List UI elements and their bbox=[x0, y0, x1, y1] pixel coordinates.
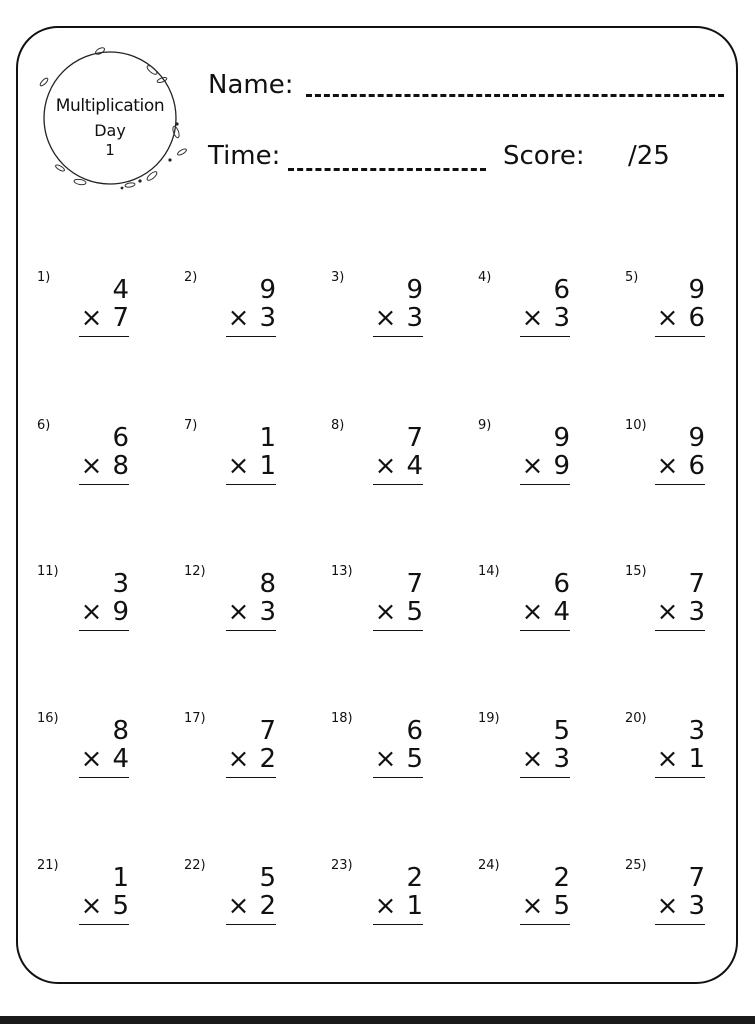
times-sign: × bbox=[374, 597, 397, 627]
multiplier: 8 bbox=[112, 451, 129, 481]
times-sign: × bbox=[80, 891, 103, 921]
multiplier-row bbox=[228, 745, 276, 773]
times-sign: × bbox=[521, 744, 544, 774]
multiplicand: 6 bbox=[406, 716, 423, 746]
problem-number: 15) bbox=[625, 564, 647, 579]
multiplicand: 7 bbox=[688, 569, 705, 599]
answer-line[interactable] bbox=[373, 484, 423, 485]
multiplier: 3 bbox=[553, 303, 570, 333]
multiplicand: 6 bbox=[112, 423, 129, 453]
multiplicand: 9 bbox=[553, 423, 570, 453]
name-field[interactable] bbox=[306, 94, 724, 97]
multiplicand: 5 bbox=[259, 863, 276, 893]
problem-21 bbox=[37, 858, 129, 968]
problem-number: 12) bbox=[184, 564, 206, 579]
times-sign: × bbox=[521, 451, 544, 481]
answer-line[interactable] bbox=[655, 630, 705, 631]
multiplier: 1 bbox=[259, 451, 276, 481]
multiplier-row bbox=[522, 304, 570, 332]
multiplier-row bbox=[522, 892, 570, 920]
multiplier: 4 bbox=[553, 597, 570, 627]
times-sign: × bbox=[80, 597, 103, 627]
time-field[interactable] bbox=[288, 168, 486, 171]
problem-number: 2) bbox=[184, 270, 198, 285]
multiplier: 6 bbox=[688, 451, 705, 481]
answer-line[interactable] bbox=[373, 777, 423, 778]
answer-line[interactable] bbox=[520, 630, 570, 631]
problem-number: 25) bbox=[625, 858, 647, 873]
answer-line[interactable] bbox=[520, 777, 570, 778]
multiplicand: 7 bbox=[259, 716, 276, 746]
times-sign: × bbox=[227, 744, 250, 774]
problem-number: 23) bbox=[331, 858, 353, 873]
problem-number: 1) bbox=[37, 270, 51, 285]
multiplicand: 6 bbox=[553, 569, 570, 599]
times-sign: × bbox=[521, 597, 544, 627]
answer-line[interactable] bbox=[226, 777, 276, 778]
multiplier: 1 bbox=[406, 891, 423, 921]
problem-4 bbox=[478, 270, 570, 380]
multiplier-row bbox=[657, 745, 705, 773]
problem-2 bbox=[184, 270, 276, 380]
answer-line[interactable] bbox=[520, 484, 570, 485]
multiplier: 3 bbox=[553, 744, 570, 774]
multiplicand: 1 bbox=[259, 423, 276, 453]
multiplier: 9 bbox=[553, 451, 570, 481]
problem-number: 11) bbox=[37, 564, 59, 579]
problem-number: 13) bbox=[331, 564, 353, 579]
problem-14 bbox=[478, 564, 570, 674]
problem-number: 18) bbox=[331, 711, 353, 726]
multiplier-row bbox=[375, 745, 423, 773]
multiplier-row bbox=[81, 304, 129, 332]
multiplicand: 9 bbox=[688, 275, 705, 305]
multiplier: 5 bbox=[112, 891, 129, 921]
wreath-logo bbox=[30, 40, 190, 200]
problem-24 bbox=[478, 858, 570, 968]
multiplier-row bbox=[657, 892, 705, 920]
multiplier-row bbox=[522, 452, 570, 480]
multiplier: 1 bbox=[688, 744, 705, 774]
bottom-bar bbox=[0, 1016, 755, 1024]
multiplicand: 3 bbox=[112, 569, 129, 599]
times-sign: × bbox=[227, 303, 250, 333]
answer-line[interactable] bbox=[79, 777, 129, 778]
multiplicand: 7 bbox=[406, 569, 423, 599]
multiplier: 3 bbox=[259, 597, 276, 627]
problem-number: 16) bbox=[37, 711, 59, 726]
answer-line[interactable] bbox=[520, 336, 570, 337]
problem-22 bbox=[184, 858, 276, 968]
times-sign: × bbox=[656, 303, 679, 333]
problem-12 bbox=[184, 564, 276, 674]
problem-number: 24) bbox=[478, 858, 500, 873]
times-sign: × bbox=[374, 451, 397, 481]
answer-line[interactable] bbox=[655, 777, 705, 778]
score-total: /25 bbox=[628, 141, 670, 171]
multiplicand: 5 bbox=[553, 716, 570, 746]
multiplier: 3 bbox=[259, 303, 276, 333]
answer-line[interactable] bbox=[520, 924, 570, 925]
answer-line[interactable] bbox=[79, 484, 129, 485]
multiplier: 5 bbox=[553, 891, 570, 921]
answer-line[interactable] bbox=[226, 484, 276, 485]
times-sign: × bbox=[227, 891, 250, 921]
problem-17 bbox=[184, 711, 276, 821]
problem-number: 19) bbox=[478, 711, 500, 726]
multiplier-row bbox=[81, 892, 129, 920]
problem-5 bbox=[625, 270, 705, 380]
multiplier: 6 bbox=[688, 303, 705, 333]
times-sign: × bbox=[656, 744, 679, 774]
multiplier-row bbox=[228, 892, 276, 920]
problem-number: 14) bbox=[478, 564, 500, 579]
problem-number: 3) bbox=[331, 270, 345, 285]
multiplier: 9 bbox=[112, 597, 129, 627]
problem-number: 5) bbox=[625, 270, 639, 285]
problem-8 bbox=[331, 418, 423, 528]
multiplier: 2 bbox=[259, 744, 276, 774]
multiplicand: 3 bbox=[688, 716, 705, 746]
answer-line[interactable] bbox=[373, 336, 423, 337]
answer-line[interactable] bbox=[226, 924, 276, 925]
problem-number: 4) bbox=[478, 270, 492, 285]
problem-number: 9) bbox=[478, 418, 492, 433]
multiplier-row bbox=[228, 304, 276, 332]
times-sign: × bbox=[227, 597, 250, 627]
problem-number: 22) bbox=[184, 858, 206, 873]
time-label: Time: bbox=[208, 141, 281, 171]
logo-title: Multiplication bbox=[55, 96, 165, 116]
multiplicand: 8 bbox=[112, 716, 129, 746]
multiplicand: 9 bbox=[406, 275, 423, 305]
multiplier-row bbox=[375, 452, 423, 480]
multiplier: 3 bbox=[406, 303, 423, 333]
problem-18 bbox=[331, 711, 423, 821]
problem-15 bbox=[625, 564, 705, 674]
answer-line[interactable] bbox=[373, 924, 423, 925]
problem-20 bbox=[625, 711, 705, 821]
times-sign: × bbox=[80, 303, 103, 333]
multiplier-row bbox=[657, 452, 705, 480]
multiplicand: 2 bbox=[406, 863, 423, 893]
multiplier-row bbox=[228, 452, 276, 480]
times-sign: × bbox=[521, 891, 544, 921]
times-sign: × bbox=[227, 451, 250, 481]
multiplier: 5 bbox=[406, 744, 423, 774]
wreath-icon bbox=[30, 40, 190, 200]
problem-6 bbox=[37, 418, 129, 528]
answer-line[interactable] bbox=[655, 924, 705, 925]
times-sign: × bbox=[656, 451, 679, 481]
multiplier: 3 bbox=[688, 597, 705, 627]
multiplicand: 1 bbox=[112, 863, 129, 893]
problem-number: 21) bbox=[37, 858, 59, 873]
answer-line[interactable] bbox=[79, 924, 129, 925]
logo-day-number: 1 bbox=[105, 141, 115, 159]
multiplicand: 9 bbox=[259, 275, 276, 305]
times-sign: × bbox=[374, 744, 397, 774]
problem-number: 10) bbox=[625, 418, 647, 433]
multiplicand: 6 bbox=[553, 275, 570, 305]
multiplier-row bbox=[522, 745, 570, 773]
multiplicand: 2 bbox=[553, 863, 570, 893]
answer-line[interactable] bbox=[79, 336, 129, 337]
multiplicand: 7 bbox=[688, 863, 705, 893]
multiplier-row bbox=[375, 598, 423, 626]
multiplier: 5 bbox=[406, 597, 423, 627]
problem-number: 17) bbox=[184, 711, 206, 726]
answer-line[interactable] bbox=[373, 630, 423, 631]
answer-line[interactable] bbox=[226, 630, 276, 631]
multiplier: 7 bbox=[112, 303, 129, 333]
problem-16 bbox=[37, 711, 129, 821]
multiplier-row bbox=[375, 892, 423, 920]
times-sign: × bbox=[374, 891, 397, 921]
times-sign: × bbox=[656, 597, 679, 627]
problem-number: 8) bbox=[331, 418, 345, 433]
multiplier: 4 bbox=[112, 744, 129, 774]
multiplier: 2 bbox=[259, 891, 276, 921]
multiplier-row bbox=[81, 598, 129, 626]
problem-1 bbox=[37, 270, 129, 380]
answer-line[interactable] bbox=[226, 336, 276, 337]
logo-day-label: Day bbox=[94, 121, 126, 140]
multiplicand: 7 bbox=[406, 423, 423, 453]
problem-11 bbox=[37, 564, 129, 674]
problem-3 bbox=[331, 270, 423, 380]
problem-19 bbox=[478, 711, 570, 821]
problem-25 bbox=[625, 858, 705, 968]
multiplicand: 9 bbox=[688, 423, 705, 453]
multiplier-row bbox=[81, 452, 129, 480]
problem-9 bbox=[478, 418, 570, 528]
problem-number: 7) bbox=[184, 418, 198, 433]
problem-7 bbox=[184, 418, 276, 528]
multiplicand: 4 bbox=[112, 275, 129, 305]
name-label: Name: bbox=[208, 70, 294, 100]
times-sign: × bbox=[80, 451, 103, 481]
times-sign: × bbox=[80, 744, 103, 774]
multiplier: 3 bbox=[688, 891, 705, 921]
answer-line[interactable] bbox=[655, 336, 705, 337]
score-label: Score: bbox=[503, 141, 585, 171]
problem-number: 20) bbox=[625, 711, 647, 726]
problem-23 bbox=[331, 858, 423, 968]
multiplier-row bbox=[657, 598, 705, 626]
problem-number: 6) bbox=[37, 418, 51, 433]
times-sign: × bbox=[521, 303, 544, 333]
multiplier-row bbox=[228, 598, 276, 626]
times-sign: × bbox=[374, 303, 397, 333]
problem-13 bbox=[331, 564, 423, 674]
answer-line[interactable] bbox=[655, 484, 705, 485]
multiplier-row bbox=[657, 304, 705, 332]
multiplier: 4 bbox=[406, 451, 423, 481]
times-sign: × bbox=[656, 891, 679, 921]
answer-line[interactable] bbox=[79, 630, 129, 631]
multiplier-row bbox=[522, 598, 570, 626]
problem-10 bbox=[625, 418, 705, 528]
multiplier-row bbox=[81, 745, 129, 773]
multiplicand: 8 bbox=[259, 569, 276, 599]
multiplier-row bbox=[375, 304, 423, 332]
